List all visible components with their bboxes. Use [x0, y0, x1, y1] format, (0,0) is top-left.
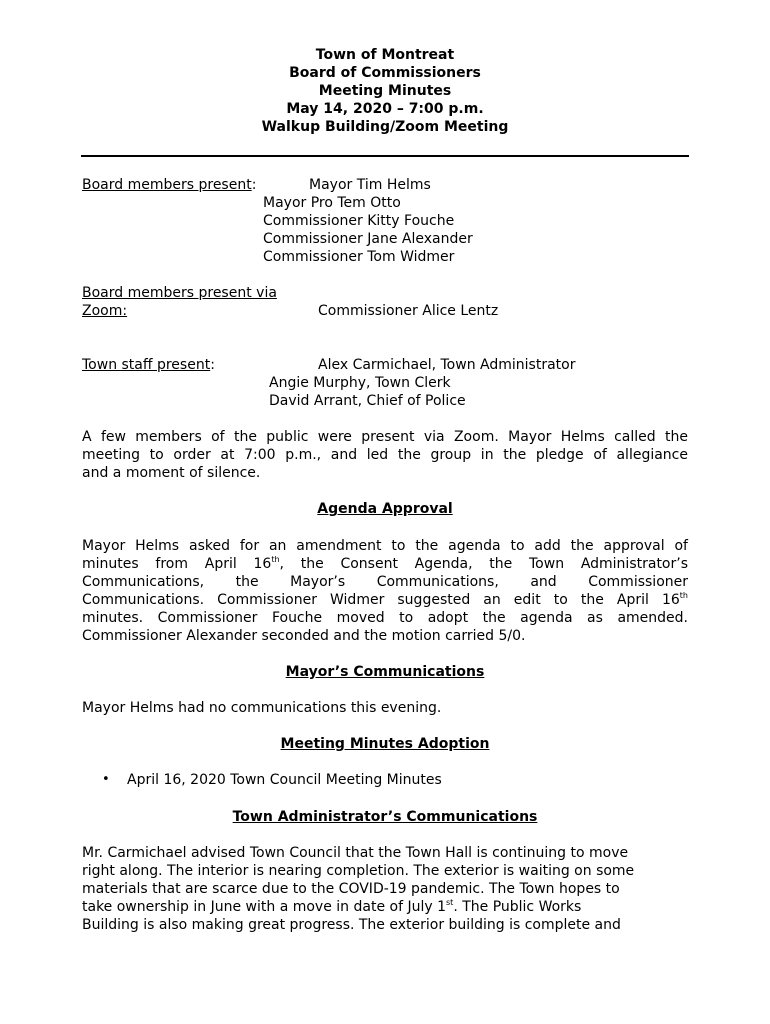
staff-label-row — [82, 356, 215, 374]
mayor-heading: Mayor’s Communications — [285, 664, 485, 680]
present-label-row — [82, 176, 256, 194]
present-name: Commissioner Jane Alexander — [263, 231, 473, 247]
staff-name: David Arrant, Chief of Police — [269, 393, 466, 409]
present-name: Mayor Tim Helms — [309, 177, 431, 193]
present-name: Commissioner Tom Widmer — [263, 249, 455, 265]
admin-line: Mr. Carmichael advised Town Council that the Town Hall is continuing to move — [82, 845, 629, 861]
staff-label: Town staff present — [82, 357, 211, 373]
zoom-label-line2: Zoom: — [82, 303, 128, 319]
agenda-paragraph — [82, 537, 688, 645]
doc-title-board: Board of Commissioners — [289, 65, 481, 81]
agenda-line: Communications. Commissioner Widmer suggested an edit to the April 16th — [82, 591, 688, 608]
present-label: Board members present — [82, 177, 252, 193]
minutes-heading: Meeting Minutes Adoption — [280, 736, 490, 752]
header-divider — [81, 155, 689, 157]
mayor-text: Mayor Helms had no communications this evening. — [82, 700, 442, 716]
admin-paragraph — [82, 844, 688, 934]
doc-title-minutes: Meeting Minutes — [318, 83, 452, 99]
intro-line: and a moment of silence. — [82, 465, 261, 481]
staff-name: Alex Carmichael, Town Administrator — [318, 357, 576, 373]
agenda-line: minutes from April 16th, the Consent Agenda, the Town Administrator’s — [82, 555, 688, 572]
minutes-item: April 16, 2020 Town Council Meeting Minutes — [127, 772, 442, 788]
agenda-line: Mayor Helms asked for an amendment to the agenda to add the approval of — [82, 538, 688, 554]
present-name: Mayor Pro Tem Otto — [263, 195, 401, 211]
agenda-heading: Agenda Approval — [317, 501, 453, 517]
staff-colon: : — [210, 357, 215, 373]
doc-title-date: May 14, 2020 – 7:00 p.m. — [286, 101, 484, 117]
intro-line: meeting to order at 7:00 p.m., and led the group in the pledge of allegiance — [82, 447, 688, 463]
present-colon: : — [251, 177, 257, 193]
admin-line: materials that are scarce due to the COVID-19 pandemic. The Town hopes to — [82, 881, 620, 897]
agenda-line: Commissioner Alexander seconded and the motion carried 5/0. — [82, 628, 526, 644]
doc-title-town: Town of Montreat — [315, 47, 455, 63]
staff-name: Angie Murphy, Town Clerk — [269, 375, 451, 391]
doc-title-location: Walkup Building/Zoom Meeting — [261, 119, 509, 135]
admin-line: right along. The interior is nearing completion. The exterior is waiting on some — [82, 863, 635, 879]
agenda-line: minutes. Commissioner Fouche moved to adopt the agenda as amended. — [82, 610, 688, 626]
intro-line: A few members of the public were present via Zoom. Mayor Helms called the — [82, 429, 688, 445]
zoom-label-line1: Board members present via — [82, 285, 277, 301]
zoom-attendee-name: Commissioner Alice Lentz — [318, 303, 499, 319]
bullet-icon: • — [102, 772, 110, 787]
admin-heading: Town Administrator’s Communications — [232, 809, 538, 825]
admin-line: Building is also making great progress. The exterior building is complete and — [82, 917, 621, 933]
admin-line: take ownership in June with a move in date of July 1st. The Public Works — [82, 898, 582, 915]
present-name: Commissioner Kitty Fouche — [263, 213, 455, 229]
agenda-line: Communications, the Mayor’s Communications, and Commissioner — [82, 574, 688, 590]
intro-paragraph — [82, 428, 688, 482]
